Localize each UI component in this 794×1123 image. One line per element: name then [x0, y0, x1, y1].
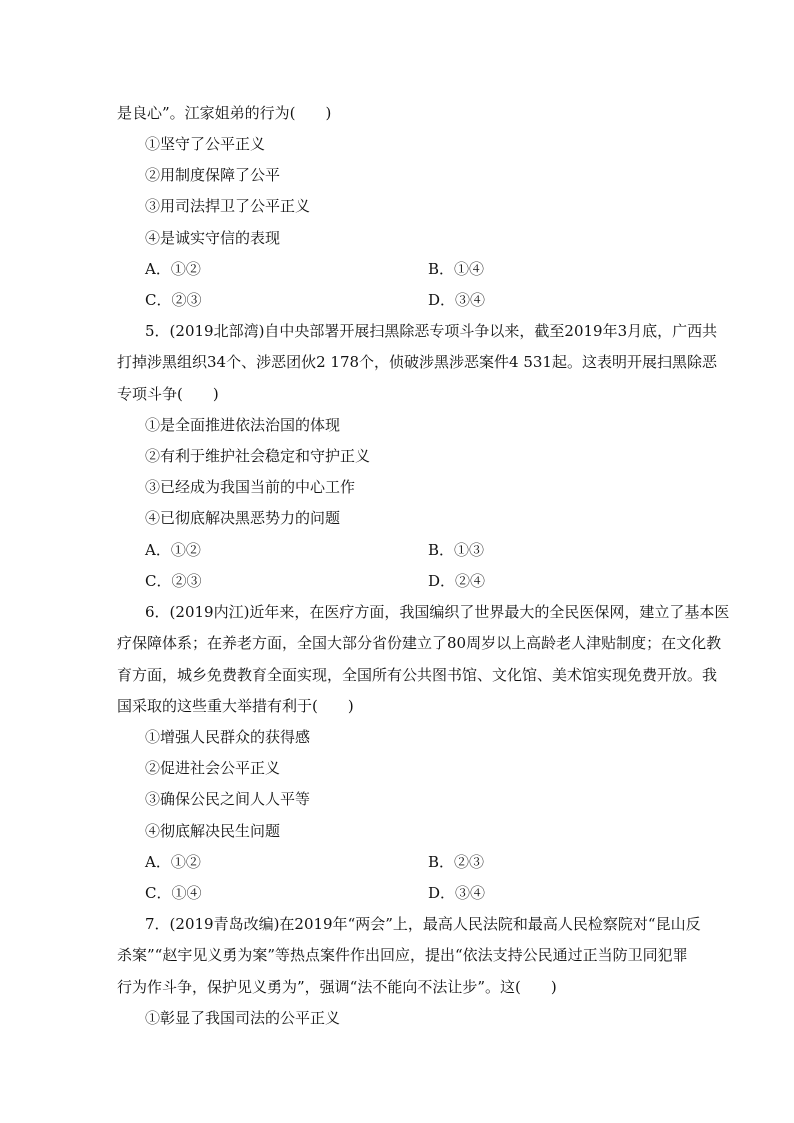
q7-stem-line-3: 行为作斗争，保护见义勇为”，强调“法不能向不法让步”。这( ) — [117, 978, 557, 996]
q6-stem-line-2: 疗保障体系；在养老方面，全国大部分省份建立了80周岁以上高龄老人津贴制度；在文化教 — [117, 634, 722, 652]
q4-item-1: ①坚守了公平正义 — [145, 135, 266, 153]
q4-option-c: C．②③ — [145, 291, 202, 309]
q6-item-2: ②促进社会公平正义 — [145, 759, 281, 777]
q7-item-1: ①彰显了我国司法的公平正义 — [145, 1009, 341, 1027]
q5-option-a: A．①② — [145, 541, 201, 559]
q4-item-3: ③用司法捍卫了公平正义 — [145, 197, 311, 215]
q4-option-b: B．①④ — [428, 260, 485, 278]
q7-stem-line-1: 7．(2019青岛改编)在2019年“两会”上，最高人民法院和最高人民检察院对“昆山反 — [145, 915, 701, 933]
q5-stem-line-3: 专项斗争( ) — [117, 385, 219, 403]
q6-option-b: B．②③ — [428, 853, 485, 871]
q6-item-1: ①增强人民群众的获得感 — [145, 728, 311, 746]
q6-stem-line-1: 6．(2019内江)近年来，在医疗方面，我国编织了世界最大的全民医保网，建立了基本医 — [145, 603, 730, 621]
q5-item-4: ④已彻底解决黑恶势力的问题 — [145, 509, 341, 527]
q4-stem-tail: 是良心”。江家姐弟的行为( ) — [117, 104, 332, 122]
q4-option-d: D．③④ — [428, 291, 486, 309]
q6-option-d: D．③④ — [428, 884, 486, 902]
q4-option-a: A．①② — [145, 260, 201, 278]
q5-option-b: B．①③ — [428, 541, 485, 559]
q5-stem-line-1: 5．(2019北部湾)自中央部署开展扫黑除恶专项斗争以来，截至2019年3月底，广西共 — [145, 322, 718, 340]
q4-item-4: ④是诚实守信的表现 — [145, 229, 281, 247]
q6-option-c: C．①④ — [145, 884, 202, 902]
q6-item-3: ③确保公民之间人人平等 — [145, 790, 311, 808]
q5-item-1: ①是全面推进依法治国的体现 — [145, 416, 341, 434]
q5-stem-line-2: 打掉涉黑组织34个、涉恶团伙2 178个，侦破涉黑涉恶案件4 531起。这表明开展扫黑除恶 — [117, 353, 717, 371]
q6-item-4: ④彻底解决民生问题 — [145, 822, 281, 840]
q6-stem-line-4: 国采取的这些重大举措有利于( ) — [117, 697, 354, 715]
q7-stem-line-2: 杀案”“赵宇见义勇为案”等热点案件作出回应，提出“依法支持公民通过正当防卫同犯罪 — [117, 946, 688, 964]
q6-stem-line-3: 育方面，城乡免费教育全面实现，全国所有公共图书馆、文化馆、美术馆实现免费开放。我 — [117, 666, 718, 684]
q6-option-a: A．①② — [145, 853, 201, 871]
q5-item-2: ②有利于维护社会稳定和守护正义 — [145, 447, 371, 465]
q5-item-3: ③已经成为我国当前的中心工作 — [145, 478, 356, 496]
q4-item-2: ②用制度保障了公平 — [145, 166, 281, 184]
q5-option-d: D．②④ — [428, 572, 486, 590]
q5-option-c: C．②③ — [145, 572, 202, 590]
